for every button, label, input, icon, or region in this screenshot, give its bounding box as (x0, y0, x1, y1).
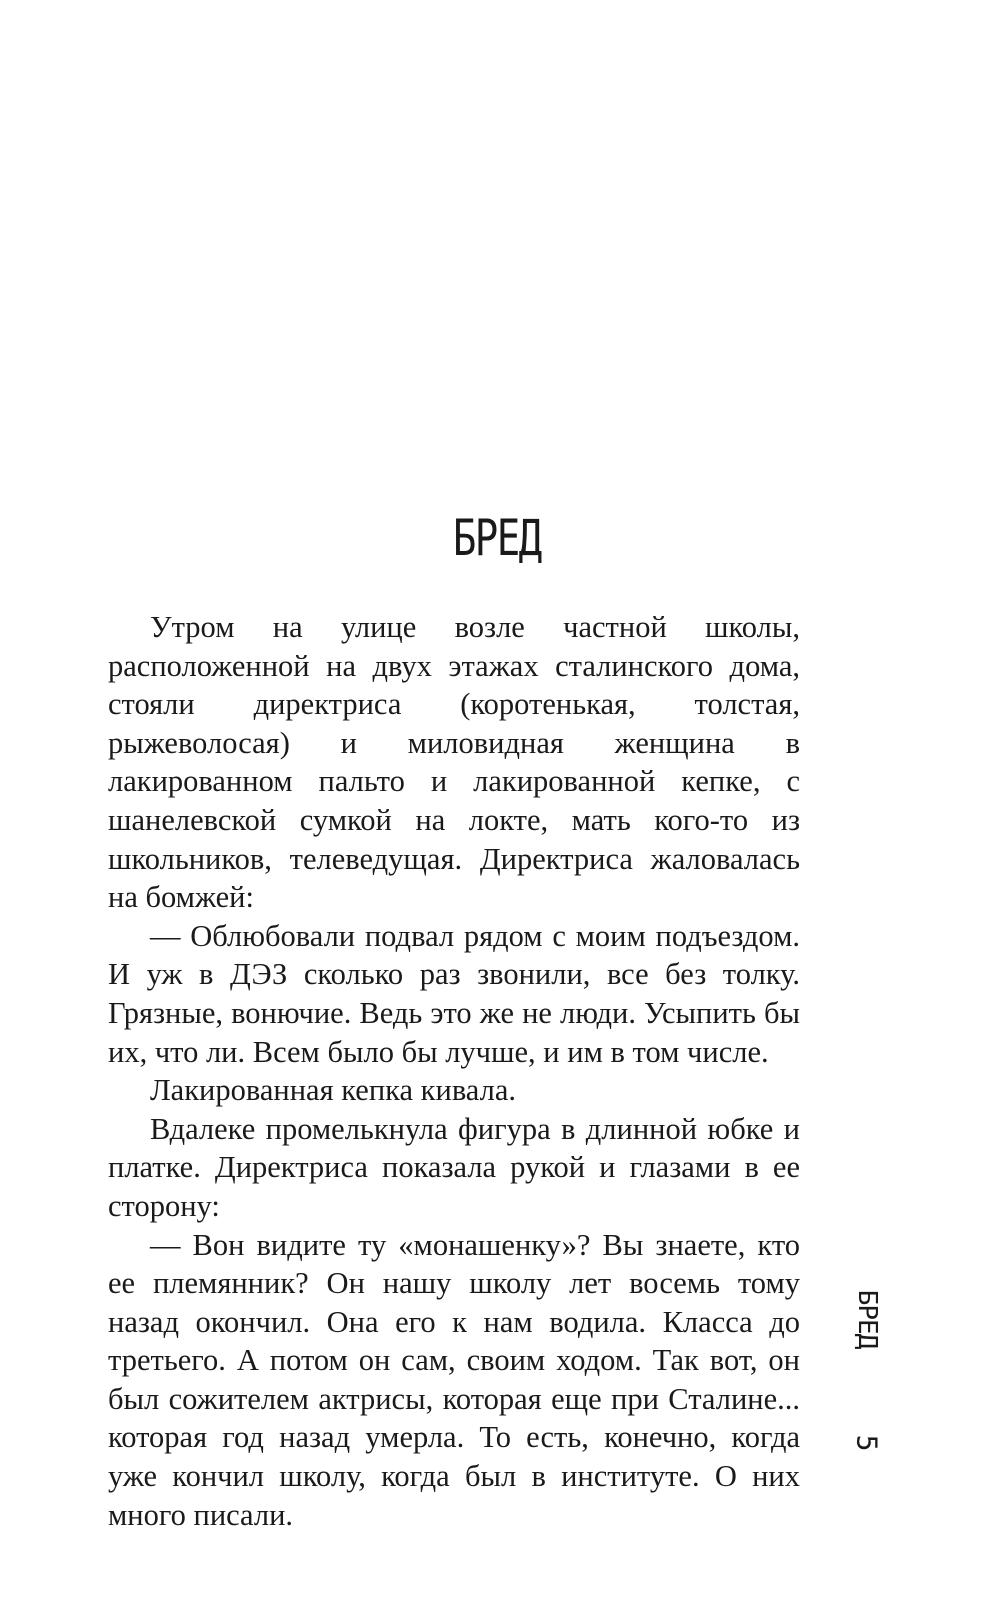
paragraph: Утром на улице возле частной школы, расположенной на двух этажах сталинского дома, стояли директриса (коротенькая, толстая, рыжеволосая) и миловидная женщина в лакированном пальто и лакированной кепке, с шанелевской сумкой на локте, мать кого-то из школьников, телеведущая. Директриса жаловалась на бомжей: (108, 610, 800, 915)
page-number: 5 (850, 1434, 884, 1452)
paragraph: Лакированная кепка кивала. (150, 1073, 516, 1108)
chapter-title: БРЕД (452, 509, 541, 567)
chapter-body (108, 608, 800, 1534)
running-header: БРЕД (852, 1289, 882, 1349)
paragraph: Вдалеке промелькнула фигура в длинной юбке и платке. Директриса показала рукой и глазами в ее сторону: (108, 1111, 800, 1223)
paragraph: — Вон видите ту «монашенку»? Вы знаете, кто ее племянник? Он нашу школу лет восемь тому назад окончил. Она его к нам водила. Класса до третьего. А потом он сам, своим ходом. Так вот, он был сожителем актрисы, которая еще при Сталине... которая год назад умерла. То есть, конечно, когда уже кончил школу, когда был в институте. О них много писали. (108, 1227, 800, 1532)
paragraph: — Облюбовали подвал рядом с моим подъездом. И уж в ДЭЗ сколько раз звонили, все без толку. Грязные, вонючие. Ведь это же не люди. Усыпить бы их, что ли. Всем было бы лучше, и им в том числе. (108, 918, 800, 1069)
